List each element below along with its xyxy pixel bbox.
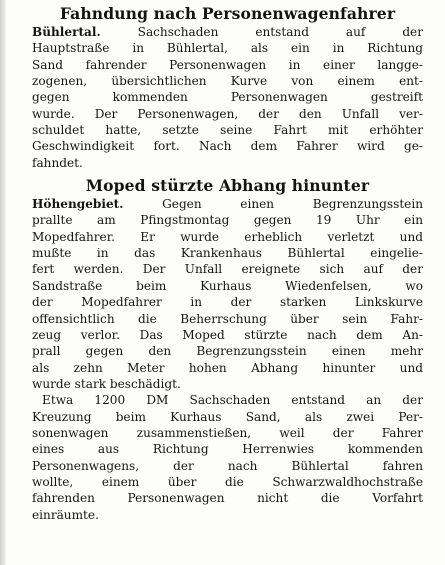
article-line: fert werden. Der Unfall ereignete sich auf der [32, 262, 423, 277]
dateline-hoehengebiet: Höhengebiet. [32, 197, 124, 212]
article-line: Sandstraße beim Kurhaus Wiedenfelsen, wo [32, 278, 423, 293]
article-line: Kreuzung beim Kurhaus Sand, als zwei Per- [32, 409, 423, 424]
article-line: als zehn Meter hohen Abhang hinunter und [32, 360, 423, 375]
article-line: wurde stark beschädigt. [32, 376, 181, 391]
article-line: mußte in das Krankenhaus Bühlertal eingelie- [32, 246, 423, 261]
article-line: Hauptstraße in Bühlertal, als ein in Richtung [32, 41, 423, 56]
article-line: Etwa 1200 DM Sachschaden entstand an der [42, 393, 423, 408]
article-line: eines aus Richtung Herrenwies kommenden [32, 442, 423, 457]
article-line: offensichtlich die Beherrschung über sein Fahr- [32, 311, 423, 326]
article-line: prallte am Pfingstmontag gegen 19 Uhr ein [32, 213, 423, 228]
scan-edge [0, 0, 6, 565]
article-line: Höhengebiet. Gegen einen Begrenzungsstein [32, 197, 423, 212]
article-line: Geschwindigkeit fort. Nach dem Fahrer wird ge- [32, 139, 423, 154]
article-line: Sand fahrender Personenwagen in einer langge- [32, 57, 423, 72]
headline-moped: Moped stürzte Abhang hinunter [85, 176, 370, 196]
article-line: Bühlertal. Sachschaden entstand auf der [32, 25, 423, 39]
dateline-buehlertal: Bühlertal. [32, 25, 101, 39]
article-line: sonenwagen zusammenstießen, weil der Fahrer [32, 425, 423, 440]
headline-fahndung: Fahndung nach Personenwagenfahrer [59, 4, 396, 23]
article-line: einräumte. [32, 507, 99, 522]
article-line: Mopedfahrer. Er wurde erheblich verletzt und [32, 229, 423, 244]
article-fahndung [32, 24, 423, 171]
article-moped [32, 196, 423, 523]
article-line: Personenwagens, der nach Bühlertal fahren [32, 458, 423, 473]
article-line: fahrenden Personenwagen nicht die Vorfahrt [32, 491, 423, 506]
article-line: prall gegen den Begrenzungsstein einen mehr [32, 344, 423, 359]
article-line: wollte, einem über die Schwarzwaldhochstraße [32, 474, 423, 489]
article-line: der Mopedfahrer in der starken Linkskurve [32, 295, 423, 310]
article-line: zogenen, übersichtlichen Kurve von einem ent- [32, 74, 423, 89]
article-line: fahndet. [32, 155, 83, 170]
article-line: gegen kommenden Personenwagen gestreift [32, 90, 423, 105]
article-line: schuldet hatte, setzte seine Fahrt mit erhöhter [32, 123, 423, 138]
article-line: zeug verlor. Das Moped stürzte nach dem An- [32, 327, 423, 342]
article-line: wurde. Der Personenwagen, der den Unfall ver- [32, 106, 423, 121]
